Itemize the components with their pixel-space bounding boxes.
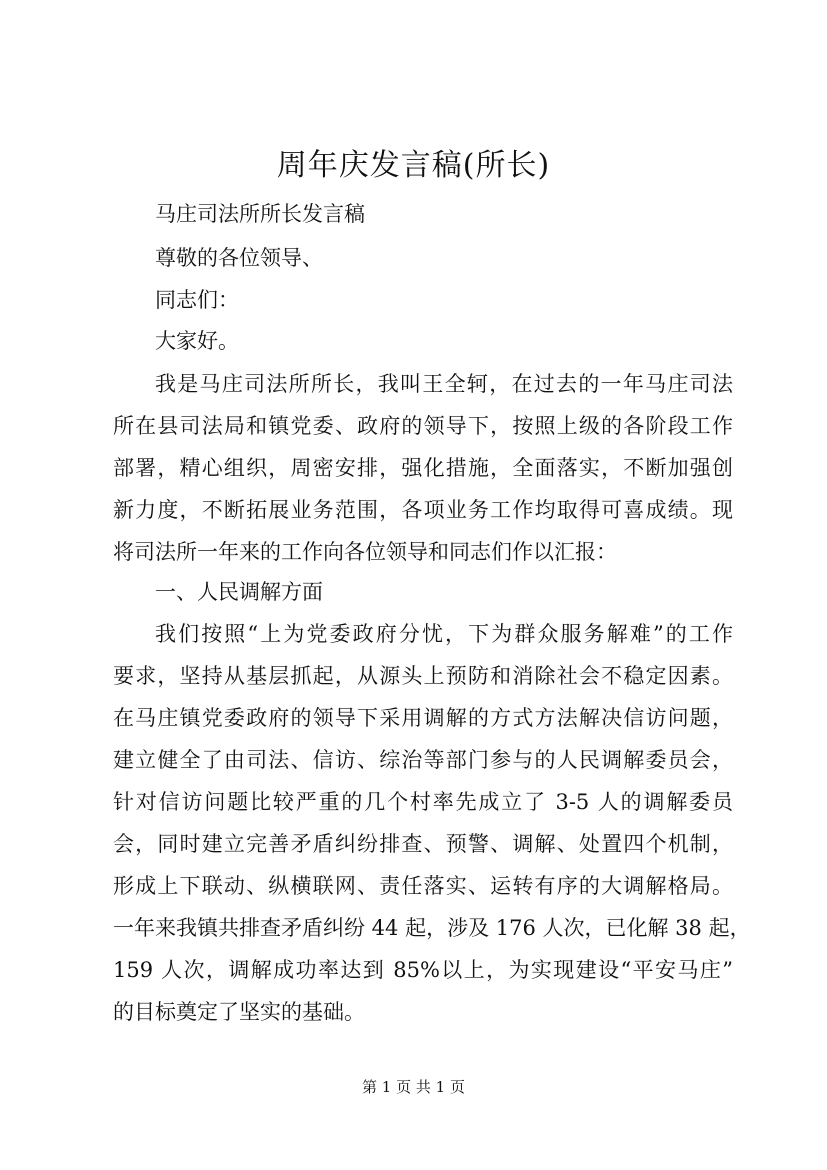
page-number-footer: 第 1 页 共 1 页 [362, 1078, 465, 1096]
paragraph-line: 的目标奠定了坚实的基础。 [113, 1000, 365, 1024]
salutation-line: 同志们： [155, 288, 239, 312]
paragraph-line: 针对信访问题比较严重的几个村率先成立了 3-5 人的调解委员 [113, 790, 733, 814]
paragraph-line: 159 人次，调解成功率达到 85%以上，为实现建设“平安马庄” [113, 958, 733, 982]
section-heading: 一、人民调解方面 [155, 580, 323, 604]
paragraph-line: 我是马庄司法所所长，我叫王全轲，在过去的一年马庄司法 [155, 372, 733, 396]
paragraph-line: 我们按照“上为党委政府分忧，下为群众服务解难”的工作 [155, 622, 733, 646]
paragraph-line: 会，同时建立完善矛盾纠纷排查、预警、调解、处置四个机制， [113, 832, 733, 856]
paragraph-line: 所在县司法局和镇党委、政府的领导下，按照上级的各阶段工作 [113, 414, 733, 438]
paragraph-line: 建立健全了由司法、信访、综治等部门参与的人民调解委员会， [113, 748, 733, 772]
document-title: 周年庆发言稿(所长) [276, 148, 551, 183]
paragraph-line: 将司法所一年来的工作向各位领导和同志们作以汇报： [113, 540, 617, 564]
greeting-line: 大家好。 [155, 329, 239, 353]
paragraph-line: 部署，精心组织，周密安排，强化措施，全面落实，不断加强创 [113, 456, 733, 480]
paragraph-line: 一年来我镇共排查矛盾纠纷 44 起，涉及 176 人次，已化解 38 起， [113, 916, 751, 940]
paragraph-line: 新力度，不断拓展业务范围，各项业务工作均取得可喜成绩。现 [113, 498, 733, 522]
paragraph-line: 在马庄镇党委政府的领导下采用调解的方式方法解决信访问题， [113, 706, 733, 730]
paragraph-line: 形成上下联动、纵横联网、责任落实、运转有序的大调解格局。 [113, 874, 733, 898]
subtitle-line: 马庄司法所所长发言稿 [155, 202, 365, 226]
salutation-line: 尊敬的各位领导、 [155, 246, 323, 270]
paragraph-line: 要求，坚持从基层抓起，从源头上预防和消除社会不稳定因素。 [113, 664, 733, 688]
